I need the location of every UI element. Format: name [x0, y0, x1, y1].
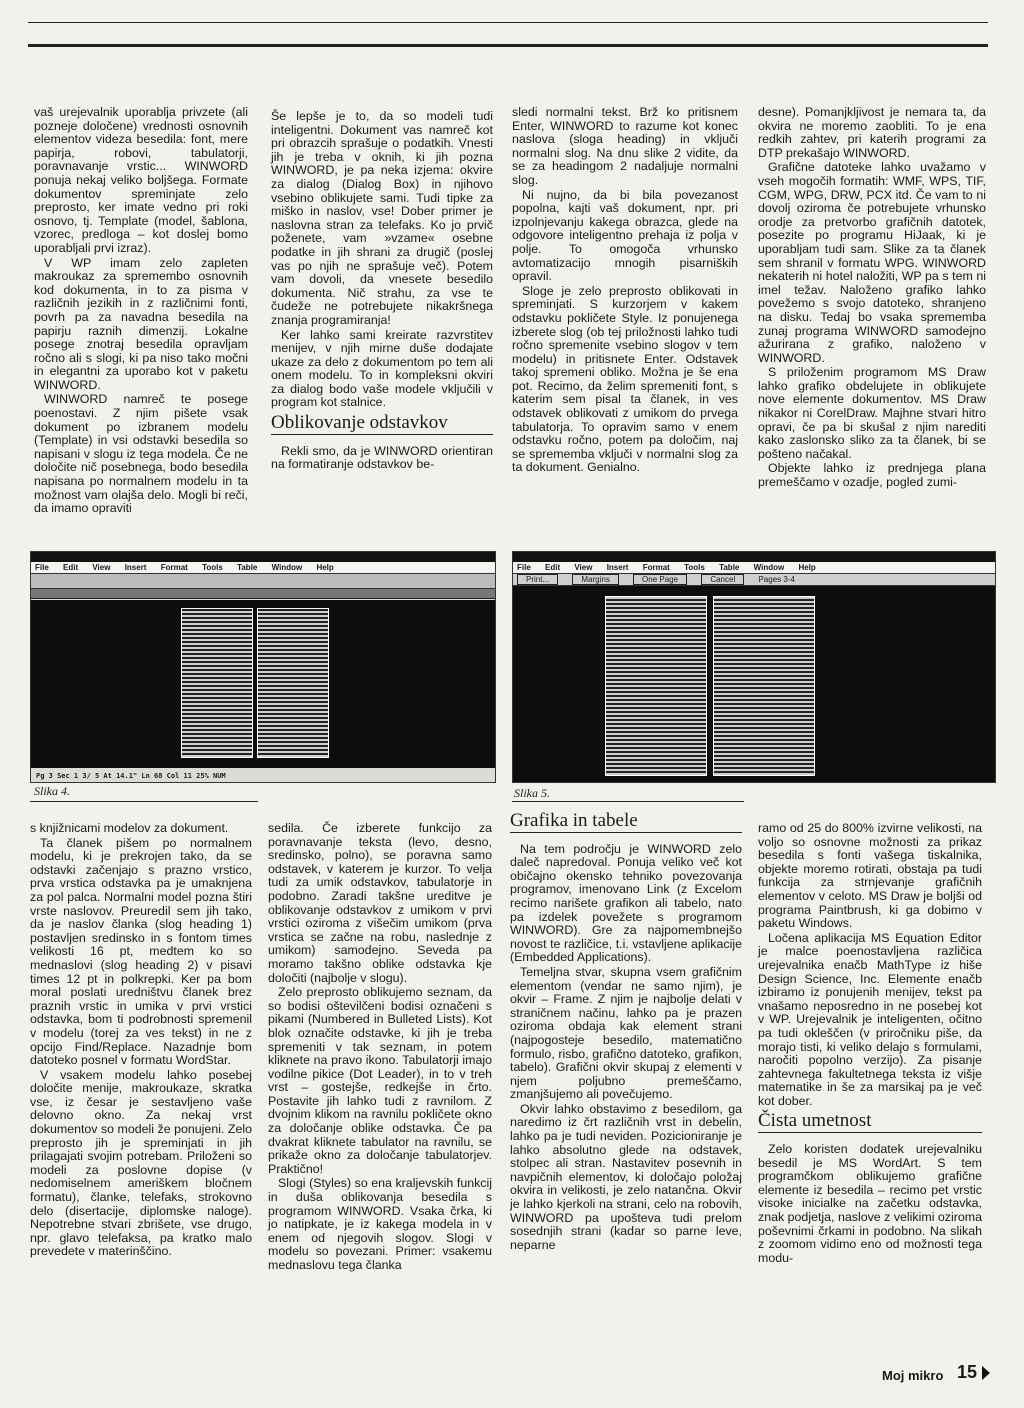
- paragraph: Ta članek pišem po normalnem modelu, ki je prekrojen tako, da se odstavki začenjajo s prazno vrstico, prva vrstica odstavka pa je umaknjena za pol palca. Normalni model pozna štiri vrste naslovov. Preuredil sem jih tako, da je naslov članka (slog heading 1) postavljen sredinsko in s fontom times velikosti 16 pt, medtem ko so mednaslovi (slog heading 2) v pisavi times 12 pt in polkrepki. Ker pa bom moral poslati uredništvu članek brez praznih vrstic in umika v prvi vrstici odstavka, bom ti podrobnosti spremenil v modelu (torej za ves tekst) in ne z opcijo Find/Replace. Nazadnje bom datoteko posnel v formatu WordStar.: [30, 835, 252, 1068]
- page-right: [257, 608, 329, 758]
- menu-item-table[interactable]: Table: [237, 563, 258, 572]
- paragraph: ramo od 25 do 800% izvirne velikosti, na voljo so osnovne možnosti za prikaz besedila s fonti vašega tiskalnika, objekte moremo rotirati, obstaja pa tudi funkcija za strnjevanje grafičnih elementov v celoto. MS Draw je boljši od programa Paintbrush, ki ga dobimo v paketu Windows.: [758, 821, 982, 931]
- figure-4-rule: [30, 801, 258, 802]
- page-number: 15: [957, 1362, 978, 1382]
- header-rule-thin: [28, 22, 988, 23]
- ruler: [31, 589, 495, 599]
- menu-item-view[interactable]: View: [92, 563, 111, 572]
- paragraph: V WP imam zelo zapleten makroukaz za spremembo osnovnih kod dokumenta, in to za pisma v različnih jezikih in z različnimi fonti, povrh pa za navadna besedila na papirju raznih dimenzij. Lokalne posege znotraj besedila opravljam ročno ali s slogi, ki pa niso tako močni in elegantni za uporabo kot v paketu WINWORD.: [34, 255, 248, 392]
- page-left: [181, 608, 253, 758]
- print-preview-toolbar: [513, 574, 995, 586]
- paragraph: desne). Pomanjkljivost je nemara ta, da okvira ne moremo zaobliti. To je ena redkih zahtev, pri katerih programi za DTP prekašajo WINWORD.: [758, 105, 986, 160]
- section-heading: Čista umetnost: [758, 1114, 982, 1133]
- status-bar: Pg 3 Sec 1 3/ 5 At 14.1" Ln 68 Col 11 25% NUM: [36, 772, 226, 780]
- bottom-column-1: [30, 822, 252, 1260]
- paragraph: sledi normalni tekst. Brž ko pritisnem Enter, WINWORD to razume kot konec naslova (sloga heading) in vključi normalni slog. Na dnu slike 2 vidite, da se za headingom 2 nadaljuje normalni slog.: [512, 105, 738, 187]
- menu-bar: [513, 562, 995, 574]
- title-bar: [31, 552, 495, 562]
- paragraph: Ker lahko sami kreirate razvrstitev menijev, v njih mirne duše dodajate ukaze za delo z dokumentom po tem ali onem modelu. To in kompleksni okviri za dialog bodo vaše modele vključili v program kot stalnice.: [271, 327, 493, 410]
- paragraph: Zelo koristen dodatek urejevalniku besedil je MS WordArt. S tem programčkom oblikujemo grafične elemente iz besedila – recimo pet vrstic visoke inicialke na začetku odstavka, znak podjetja, naslove z velikimi oziroma poševnimi črkami in podobno. Na slikah z zoomom vidimo eno od možnosti tega modu-: [758, 1142, 982, 1265]
- bottom-column-2: [268, 822, 492, 1274]
- menu-item-insert[interactable]: Insert: [124, 563, 147, 572]
- paragraph: Grafične datoteke lahko uvažamo v vseh mogočih formatih: WMF, WPS, TIF, CGM, WPG, DRW, PCX itd. Če vam to ni dovolj oziroma če potrebujete vrhunsko orodje za pretvorbo grafičnih datotek, posezite po programu HiJaak, ki je uporabljam tudi sam. Slike za ta članek sem shranil v formatu WPG. WINWORD nekaterih ni hotel naložiti, WP pa s tem ni imel težav. Naloženo grafiko lahko povežemo s svojo datoteko, shranjeno na disku. Tedaj bo vsaka sprememba zunaj programa WINWORD samodejno ažurirana z grafiko, naloženo v WINWORD.: [758, 160, 986, 365]
- menu-item-help[interactable]: Help: [798, 563, 816, 572]
- paragraph: s knjižnicami modelov za dokument.: [30, 821, 229, 835]
- paragraph: Temeljna stvar, skupna vsem grafičnim elementom (vendar ne samo njim), je okvir – Frame. Z njim je najbolje delati v straničnem načinu, lahko pa je prazen oziroma obdaja kak element strani (najpogosteje besedilo, matematično formulo, risbo, grafično datoteko, grafikon, tabelo). Grafični okvir skupaj z elementi v njem poljubno premeščamo, zmanjšujemo ali povečujemo.: [510, 964, 742, 1102]
- menu-item-file[interactable]: File: [517, 563, 531, 572]
- margins-button[interactable]: Margins: [572, 574, 618, 585]
- document-area: [513, 586, 995, 782]
- figure-5-caption: Slika 5.: [514, 786, 550, 800]
- menu-item-format[interactable]: Format: [160, 563, 188, 572]
- menu-item-edit[interactable]: Edit: [545, 563, 561, 572]
- paragraph: S priloženim programom MS Draw lahko grafiko obdelujete in oblikujete nove elemente dokumentov. MS Draw nikakor ni CorelDraw. Majhne stvari hitro opravi, če pa bi skušal z njim narediti kako zaslonsko sliko za ta članek, bi se pošteno načakal.: [758, 365, 986, 461]
- menu-bar: [31, 562, 495, 574]
- menu-item-insert[interactable]: Insert: [606, 563, 629, 572]
- bottom-column-4: [758, 822, 982, 1266]
- menu-item-format[interactable]: Format: [642, 563, 670, 572]
- menu-item-table[interactable]: Table: [719, 563, 740, 572]
- paragraph: Slogi (Styles) so ena kraljevskih funkcij in duša oblikovanja besedila s programom WINWORD. Vsaka črka, ki jo natipkate, je iz kakega modela in v enem od njegovih slogov. Slogi v modelu so povezani. Primer: vsakemu mednaslovu tega članka: [268, 1176, 492, 1272]
- one-page-button[interactable]: One Page: [633, 574, 687, 585]
- paragraph: Sloge je zelo preprosto oblikovati in spreminjati. S kurzorjem v kakem odstavku pokličete Style. Iz ponujenega izberete slog (ob tej priložnosti lahko tudi ročno spremenite vsebino slogov v tem modelu) in pritisnete Enter. Odstavek takoj spremeni obliko. Možna je še ena pot. Recimo, da želim spremeniti font, s katerim sem pisal ta članek, in ves odstavek oblikovati z umikom do prvega tabulatorja. To opravim samo v enem odstavku ročno, potem pa določim, naj se sprememba vključi v normalni slog za ta dokument. Genialno.: [512, 283, 738, 475]
- paragraph: Ni nujno, da bi bila povezanost popolna, kajti vaš dokument, npr. pri izpolnjevanju kakega obrazca, glede na odgovore inteligentno prehaja iz polja v polje. To omogoča vrhunsko avtomatizacijo mnogih pisarniških opravil.: [512, 187, 738, 284]
- magazine-name: Moj mikro: [882, 1368, 944, 1383]
- paragraph: Okvir lahko obstavimo z besedilom, ga naredimo iz črt različnih vrst in debelin, lahko pa je tudi neviden. Pozicioniranje je lahko absolutno glede na odstavek, stolpec ali stran. Nastavitev posevnih in navpičnih elementov, ki določajo položaj okvira in velikosti, je zelo natančna. Okvir je lahko kjerkoli na strani, celo na robovih, WINWORD pa upošteva tudi prelom sosednjih strani (kadar so parne leve, neparne: [510, 1101, 742, 1252]
- top-column-1: [34, 106, 248, 517]
- header-rule-thick: [28, 44, 988, 47]
- document-area: [31, 600, 495, 768]
- top-column-2: [271, 110, 493, 473]
- pages-indicator: Pages 3-4: [758, 575, 795, 584]
- paragraph: Ločena aplikacija MS Equation Editor je malce poenostavljena različica urejevalnika enačb MathType iz hiše Design Science, Inc. Elemente enačb izbiramo iz ponujenih menijev, tekst pa vnašamo neposredno in ne posebej kot v WP. Urejevalnik je inteligenten, očitno pa tudi okleščen (v priročniku piše, da morajo tisti, ki veliko delajo s formulami, naročiti popolno verzijo). Za pisanje zahtevnega fakultetnega teksta iz višje matematike in še za marsikaj pa je več kot dober.: [758, 930, 982, 1108]
- paragraph: V vsakem modelu lahko posebej določite menije, makroukaze, skratka vse, iz česar je sestavljeno vaše delovno okno. Za nekaj vrst dokumentov so modeli že ponujeni. Zelo preprosto jih je spreminjati in jih prilagajati svojim potrebam. Priloženi so modeli za poslovne dopise (v nedomiselnem ameriškem bločnem formatu), članke, telefaks, strokovno delo (disertacije, diplomske naloge). Nepotrebne stvari zbrišete, vse drugo, npr. glavo telefaksa, pa kratko malo prevedete v materinščino.: [30, 1067, 252, 1259]
- page-left: [605, 596, 707, 776]
- title-bar: [513, 552, 995, 562]
- menu-item-file[interactable]: File: [35, 563, 49, 572]
- paragraph: Objekte lahko iz prednjega plana premeščamo v ozadje, pogled zumi-: [758, 461, 986, 490]
- menu-item-tools[interactable]: Tools: [684, 563, 705, 572]
- paragraph: WINWORD namreč te posege poenostavi. Z njim pišete vsak dokument po izbranem modelu (Template) in vsi odstavki besedila so napisani v slogu iz tega modela. Če ne določite nič posebnega, bodo besedila napisana po normalnem modelu in ta možnost vam olajša delo. Mogli bi reči, da imamo opraviti: [34, 392, 248, 516]
- section-heading: Oblikovanje odstavkov: [271, 416, 493, 435]
- cancel-button[interactable]: Cancel: [701, 574, 744, 585]
- page-right: [713, 596, 815, 776]
- top-column-4: [758, 106, 986, 491]
- menu-item-window[interactable]: Window: [271, 563, 303, 572]
- paragraph: vaš urejevalnik uporablja privzete (ali pozneje določene) vrednosti osnovnih elementov videza besedila: font, mere papirja, robovi, tabulatorji, poravnavanje vrstic... WINWORD ponuja nekaj veliko boljšega. Formate dokumentov spreminjate zelo preprosto, ker imate vedno pri roki osnovo, tj. Template (model, šablona, vzorec, predloga – kot doslej bomo uporabljali prvi izraz).: [34, 105, 248, 255]
- continue-arrow-icon: [982, 1366, 990, 1380]
- figure-5-rule: [512, 801, 744, 802]
- top-column-3: [512, 106, 738, 476]
- print-button[interactable]: Print...: [517, 574, 558, 585]
- paragraph: Rekli smo, da je WINWORD orientiran na formatiranje odstavkov be-: [271, 443, 493, 472]
- toolbar: [31, 574, 495, 589]
- figure-4-caption: Slika 4.: [34, 784, 70, 798]
- paragraph: Na tem področju je WINWORD zelo daleč napredoval. Ponuja veliko več kot običajno okensko tehniko povezovanja programov, imenovano Link (z Excelom recimo narišete grafikon ali tabelo, nato pa izdelek povežete s programom WINWORD). Gre za najpomembnejšo novost te različice, t.i. vstavljene aplikacije (Embedded Applications).: [510, 841, 742, 965]
- menu-item-view[interactable]: View: [574, 563, 593, 572]
- figure-4-screenshot: [30, 551, 496, 783]
- menu-item-edit[interactable]: Edit: [63, 563, 79, 572]
- paragraph: Zelo preprosto oblikujemo seznam, da so bodisi oštevilčeni bodisi označeni s pikami (Numbered in Bulleted Lists). Kot blok označite odstavke, ki jih je treba spremeniti v tak seznam, in potem kliknete na pravo ikono. Tabulatorji imajo vodilne pikice (Dot Leader), in to v treh vrst – gostejše, redkejše in črto. Postavite jih lahko tudi z ravnilom. Z dvojnim klikom na ravnilu pokličete okno za določanje oblike odstavka. Če pa dvakrat kliknete tabulator na ravnilu, se prikaže okno za določanje tabulatorjev. Praktično!: [268, 985, 492, 1176]
- menu-item-tools[interactable]: Tools: [202, 563, 223, 572]
- paragraph: Še lepše je to, da so modeli tudi inteligentni. Dokument vas namreč kot pri obrazcih sprašuje o podatkih. Vnesti jih je treba v oknih, ki jih pozna WINWORD, je pa neka izjema: okvire za dialog (Dialog Box) in njihovo vsebino oblikujete sami. Tudi tipke za miško in naslov, vse! Dober primer je naslovna stran za telefaks. Ko jo prvič poženete, vam »vzame« osebne podatke in jih shrani za drugič (poslej vas po njih ne sprašuje več). Potem vam dovoli, da vnesete besedilo dokumenta. Nič strahu, za vse te čudeže ne potrebujete nikakršnega znanja programiranja!: [271, 109, 493, 327]
- menu-item-window[interactable]: Window: [753, 563, 785, 572]
- bottom-column-3: [510, 810, 742, 1253]
- section-heading: Grafika in tabele: [510, 814, 742, 833]
- paragraph: sedila. Če izberete funkcijo za poravnavanje teksta (levo, desno, sredinsko, polno), se poravna samo odstavek, v katerem je kurzor. To velja tudi za umik odstavkov, tabulatorje in podobno. Zaradi takšne ureditve je oblikovanje odstavkov z umikom v prvi vrstici oziroma z višečim umikom (prva vrstica se začne na robu, naslednje z umikom) samodejno. Seveda pa moramo takšno oblike odstavka kje določiti (najbolje v slogu).: [268, 821, 492, 985]
- menu-item-help[interactable]: Help: [316, 563, 334, 572]
- figure-5-screenshot: [512, 551, 996, 783]
